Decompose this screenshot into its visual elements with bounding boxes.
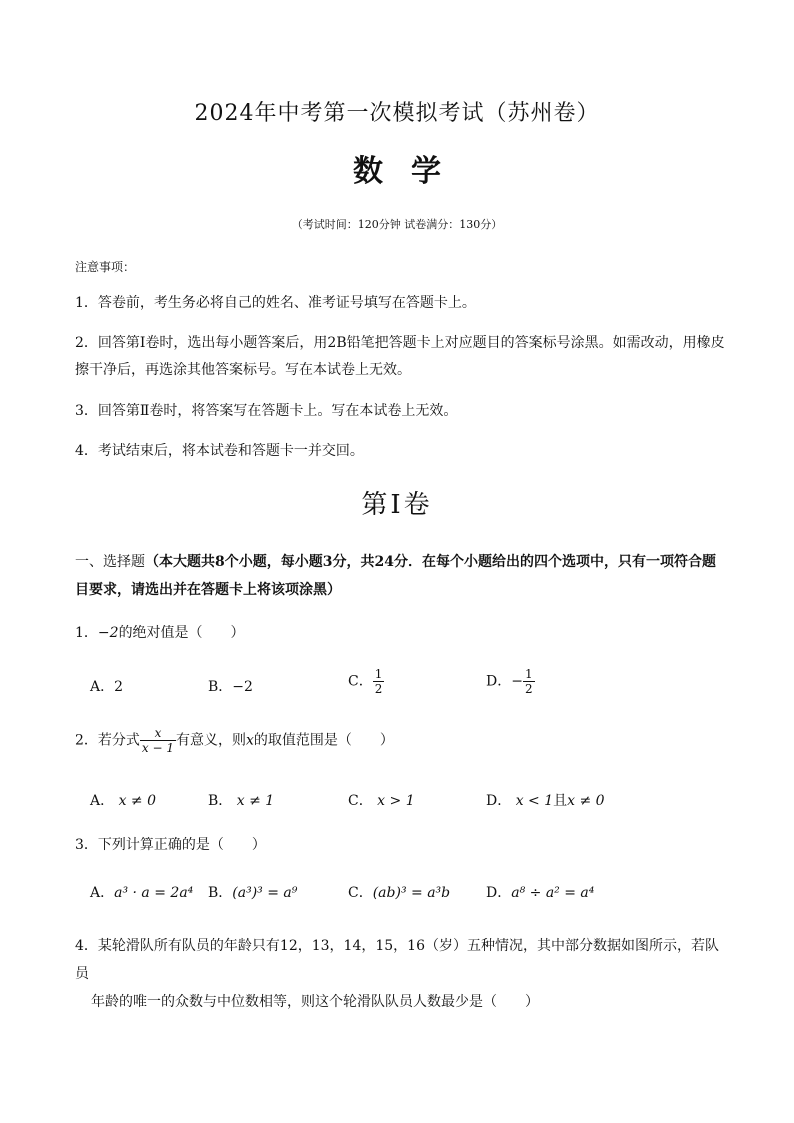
q2-option-d-label: D． [486,793,512,809]
part-one-lead: 一、选择题 [75,554,145,570]
q2-number: 2． [75,732,98,749]
q3-option-c-expr: (ab)³ = a³b [372,885,451,901]
q3-option-b-expr: (a³)³ = a⁹ [232,885,298,901]
q3-number: 3． [75,837,98,853]
q2-option-b-expr: x ≠ 1 [236,793,275,809]
q2-option-c [348,790,415,810]
q2-option-d-expr1: x < 1 [515,793,554,809]
q3-option-c-label: C． [348,885,373,901]
question-1 [75,622,245,642]
q2-option-c-expr: x > 1 [377,793,415,809]
q2-option-a [90,790,156,810]
q3-option-b [208,882,297,902]
notice-item-3: 3．回答第Ⅱ卷时，将答案写在答题卡上。写在本试卷上无效。 [75,403,458,419]
question-3 [75,834,266,854]
q3-option-c [348,882,450,902]
q2-lead: 若分式 [97,732,140,749]
notice-item-4: 4．考试结束后，将本试卷和答题卡一并交回。 [75,443,364,459]
q2-option-b [208,790,274,810]
question-2 [75,726,394,755]
q3-option-d-label: D． [486,885,512,901]
q1-option-c-label: C． [348,673,373,690]
q2-option-a-label: A． [90,793,115,809]
q1-option-d-fraction [523,667,535,696]
q2-option-d-mid: 且 [553,793,568,809]
q2-option-d [486,790,605,810]
q1-option-b: B．−2 [208,679,253,695]
exam-subject: 数学 [353,154,469,189]
notice-heading: 注意事项： [75,260,136,274]
q2-option-d-expr2: x ≠ 0 [567,793,605,809]
part-one-heading [75,548,725,604]
q3-option-b-label: B． [208,885,233,901]
q1-number: 1． [75,625,98,641]
q1-text: 的绝对值是（ ） [118,625,245,641]
q3-option-a [90,882,193,902]
q1-d-numerator: 1 [524,667,533,681]
q2-var: x [246,732,254,749]
q2-numerator: x [140,726,176,741]
notice-item-2: 2．回答第Ⅰ卷时，选出每小题答案后，用2B铅笔把答题卡上对应题目的答案标号涂黑。如需改动，用橡皮擦干净后，再选涂其他答案标号。写在本试卷上无效。 [75,335,725,378]
q1-c-numerator: 1 [374,667,383,681]
q4-line-2: 年龄的唯一的众数与中位数相等，则这个轮滑队队员人数最少是（ ） [91,994,539,1010]
q2-denominator: x − 1 [141,741,175,755]
q1-option-c-fraction [373,667,385,696]
exam-title: 2024年中考第一次模拟考试（苏州卷） [194,101,600,126]
q1-option-d [486,667,535,696]
q3-text: 下列计算正确的是（ ） [97,837,266,853]
q2-option-b-label: B． [208,793,233,809]
q4-line1-text: 某轮滑队所有队员的年龄只有12，13，14，15，16（岁）五种情况，其中部分数据如图所示，若队员 [75,938,719,982]
q2-option-a-expr: x ≠ 0 [118,793,157,809]
notice-item-1: 1．答卷前，考生务必将自己的姓名、准考证号填写在答题卡上。 [75,295,476,311]
q2-tail: 的取值范围是（ ） [253,732,394,749]
q1-option-c [348,667,384,696]
q3-option-a-label: A． [90,885,115,901]
q3-option-d [486,882,594,902]
question-4 [75,932,725,1016]
q1-c-denominator: 2 [374,682,383,696]
q1-d-denominator: 2 [524,682,533,696]
section-title: 第Ⅰ卷 [361,490,433,520]
q4-line-1 [75,932,725,988]
q1-option-a: A．2 [90,679,124,695]
q3-option-d-expr: a⁸ ÷ a² = a⁴ [511,885,595,901]
part-one-desc: （本大题共8个小题，每小题3分，共24分．在每个小题给出的四个选项中，只有一项符合题目要求，请选出并在答题卡上将该项涂黑） [75,554,716,598]
q4-number: 4． [75,938,98,954]
q2-option-c-label: C． [348,793,373,809]
q2-fraction [140,726,176,755]
q1-value: −2 [97,625,119,641]
q1-option-d-label: D．− [486,673,523,690]
exam-info: （考试时间：120分钟 试卷满分：130分） [291,218,503,231]
q2-mid: 有意义，则 [176,732,247,749]
q3-option-a-expr: a³ · a = 2a⁴ [114,885,194,901]
